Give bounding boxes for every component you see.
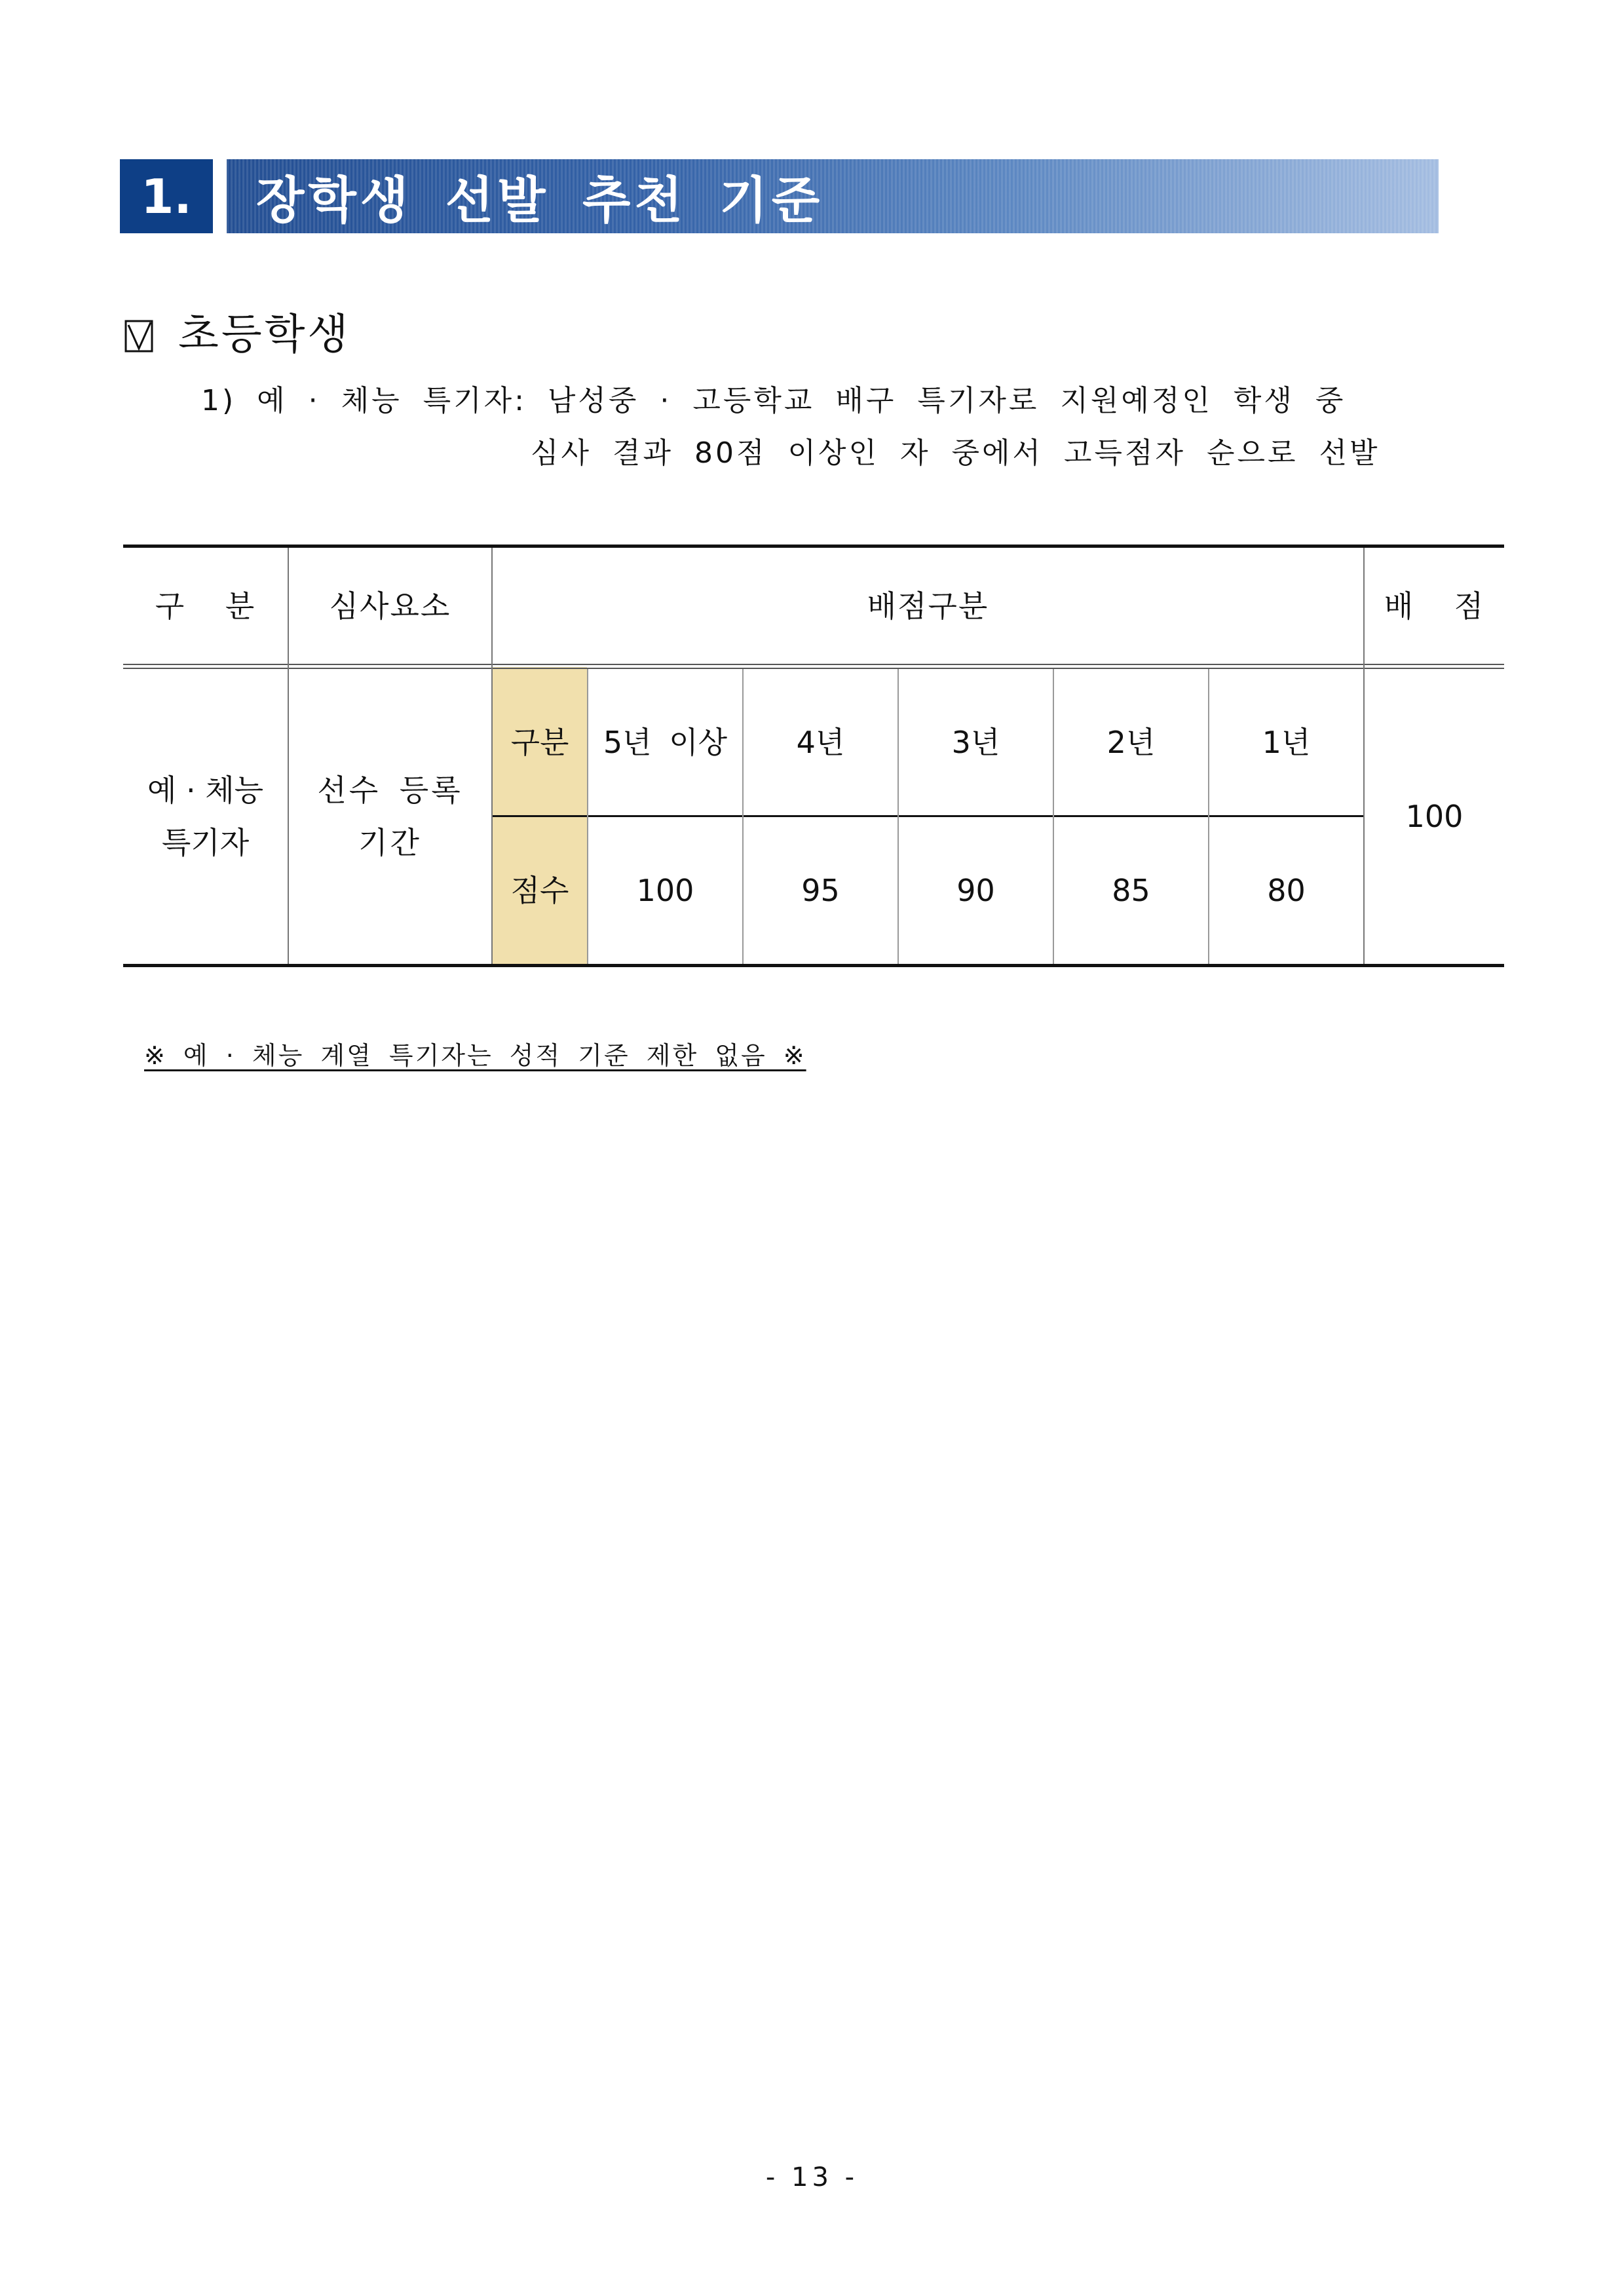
row-criteria-line-2: 기간 <box>358 825 422 860</box>
footnote: ※ 예 · 체능 계열 특기자는 성적 기준 제한 없음 ※ <box>144 1041 806 1070</box>
table-header-rule-1 <box>123 664 1504 665</box>
row-category-line-2: 특기자 <box>161 825 250 860</box>
period-cell: 5년 이상 <box>603 724 728 760</box>
row-category-line-1: 예 · 체능 <box>147 773 264 808</box>
criteria-paragraph-line-1: 1) 예 · 체능 특기자: 남성중 · 고등학교 배구 특기자로 지원예정인 학생 중 <box>201 384 1346 417</box>
header-allocation: 배점구분 <box>867 588 989 624</box>
section-heading-title: 장학생 선발 추천 기준 <box>256 171 824 229</box>
page-number: - 13 - <box>765 2162 859 2192</box>
row-criteria <box>289 669 491 964</box>
period-cell: 3년 <box>951 724 1000 760</box>
score-cell: 85 <box>1112 873 1150 908</box>
subsection-title: 초등학생 <box>178 311 351 359</box>
row-category <box>123 669 288 964</box>
table-bottom-rule <box>123 964 1504 967</box>
score-cell: 80 <box>1267 873 1306 908</box>
criteria-paragraph-line-2: 심사 결과 80점 이상인 자 중에서 고득점자 순으로 선발 <box>531 436 1380 470</box>
sub-label-period: 구분 <box>510 724 569 760</box>
period-cell: 4년 <box>796 724 845 760</box>
sub-label-score: 점수 <box>510 873 569 908</box>
score-cell: 90 <box>956 873 995 908</box>
row-criteria-line-1: 선수 등록 <box>317 773 463 808</box>
score-cell: 95 <box>801 873 840 908</box>
section-number: 1. <box>120 159 213 233</box>
total-points: 100 <box>1405 799 1463 834</box>
header-criteria: 심사요소 <box>329 588 451 624</box>
header-category: 구 분 <box>155 588 256 624</box>
period-cell: 2년 <box>1106 724 1156 760</box>
score-cell: 100 <box>636 873 694 908</box>
period-cell: 1년 <box>1262 724 1311 760</box>
header-points: 배 점 <box>1384 588 1485 624</box>
